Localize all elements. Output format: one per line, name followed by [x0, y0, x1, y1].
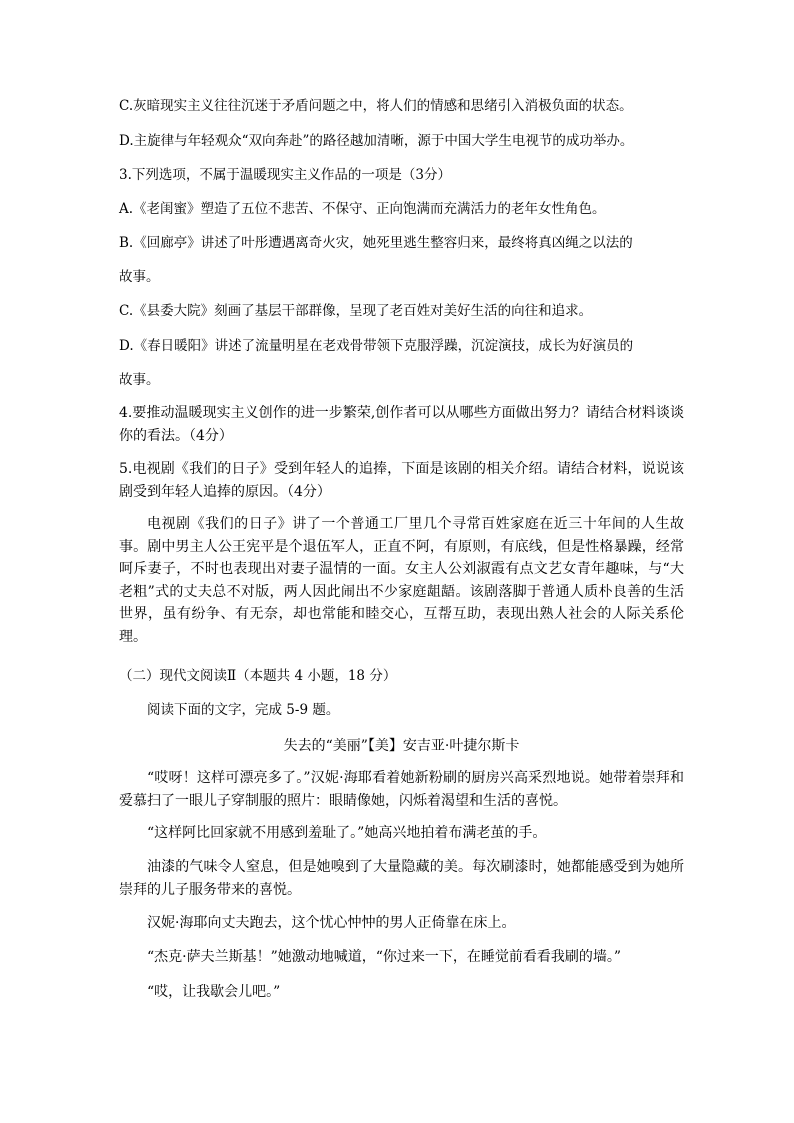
question-5: 5.电视剧《我们的日子》受到年轻人的追捧，下面是该剧的相关介绍。请结合材料，说说该剧受到年轻人追捧的原因。（4分）	[119, 461, 684, 500]
section-2-heading: （二）现代文阅读Ⅱ（本题共 4 小题，18 分）	[119, 668, 397, 684]
story-paragraph: “哎，让我歇会儿吧。”	[147, 984, 281, 1000]
option-c-previous: C.灰暗现实主义往往沉迷于矛盾问题之中，将人们的情感和思绪引入消极负面的状态。	[119, 98, 633, 114]
question-3-option-d-continued: 故事。	[119, 372, 160, 388]
story-paragraph: 油漆的气味令人窒息，但是她嗅到了大量隐藏的美。每次刷漆时，她都能感受到为她所崇拜的儿子服务带来的喜悦。	[119, 859, 684, 898]
option-d-previous: D.主旋律与年轻观众“双向奔赴”的路径越加清晰，源于中国大学生电视节的成功举办。	[119, 133, 634, 149]
question-3: 3.下列选项，不属于温暖现实主义作品的一项是（3分）	[119, 167, 451, 183]
question-3-option-a: A.《老闺蜜》塑造了五位不悲苦、不保守、正向饱满而充满活力的老年女性角色。	[119, 201, 606, 217]
story-paragraph: “哎呀！这样可漂亮多了。”汉妮·海耶看着她新粉刷的厨房兴高采烈地说。她带着崇拜和爱慕扫了一眼儿子穿制服的照片：眼睛像她，闪烁着渴望和生活的喜悦。	[119, 770, 684, 809]
question-3-option-b-continued: 故事。	[119, 269, 160, 285]
question-3-option-c: C.《县委大院》刻画了基层干部群像，呈现了老百姓对美好生活的向往和追求。	[119, 303, 593, 319]
question-3-option-d: D.《春日暖阳》讲述了流量明星在老戏骨带领下克服浮躁，沉淀演技，成长为好演员的	[119, 338, 634, 354]
question-5-material: 电视剧《我们的日子》讲了一个普通工厂里几个寻常百姓家庭在近三十年间的人生故事。剧中男主人公王宪平是个退伍军人，正直不阿，有原则，有底线，但是性格暴躁，经常呵斥妻子，不时也表现出对妻子温情的一面。女主人公刘淑霞有点文艺女青年趣味，与“大老粗”式的丈夫总不对版，两人因此闹出不少家庭龃龉。该剧落脚于普通人质朴良善的生活世界，虽有纷争、有无奈，却也常能和睦交心，互帮互助，表现出熟人社会的人际关系伦理。	[119, 516, 684, 645]
story-paragraph: “杰克·萨夫兰斯基！”她激动地喊道，“你过来一下，在睡觉前看看我刷的墙。”	[147, 949, 622, 965]
question-4: 4.要推动温暖现实主义创作的进一步繁荣,创作者可以从哪些方面做出努力？请结合材料谈谈你的看法。（4分）	[119, 405, 684, 444]
reading-instruction: 阅读下面的文字，完成 5-9 题。	[147, 702, 340, 718]
story-paragraph: “这样阿比回家就不用感到羞耻了。”她高兴地拍着布满老茧的手。	[147, 825, 547, 841]
question-3-option-b: B.《回廊亭》讲述了叶彤遭遇离奇火灾，她死里逃生整容归来，最终将真凶绳之以法的	[119, 235, 633, 251]
story-title: 失去的“美丽”【美】安吉亚·叶捷尔斯卡	[283, 738, 520, 754]
story-paragraph: 汉妮·海耶向丈夫跑去，这个忧心忡忡的男人正倚靠在床上。	[147, 915, 516, 931]
